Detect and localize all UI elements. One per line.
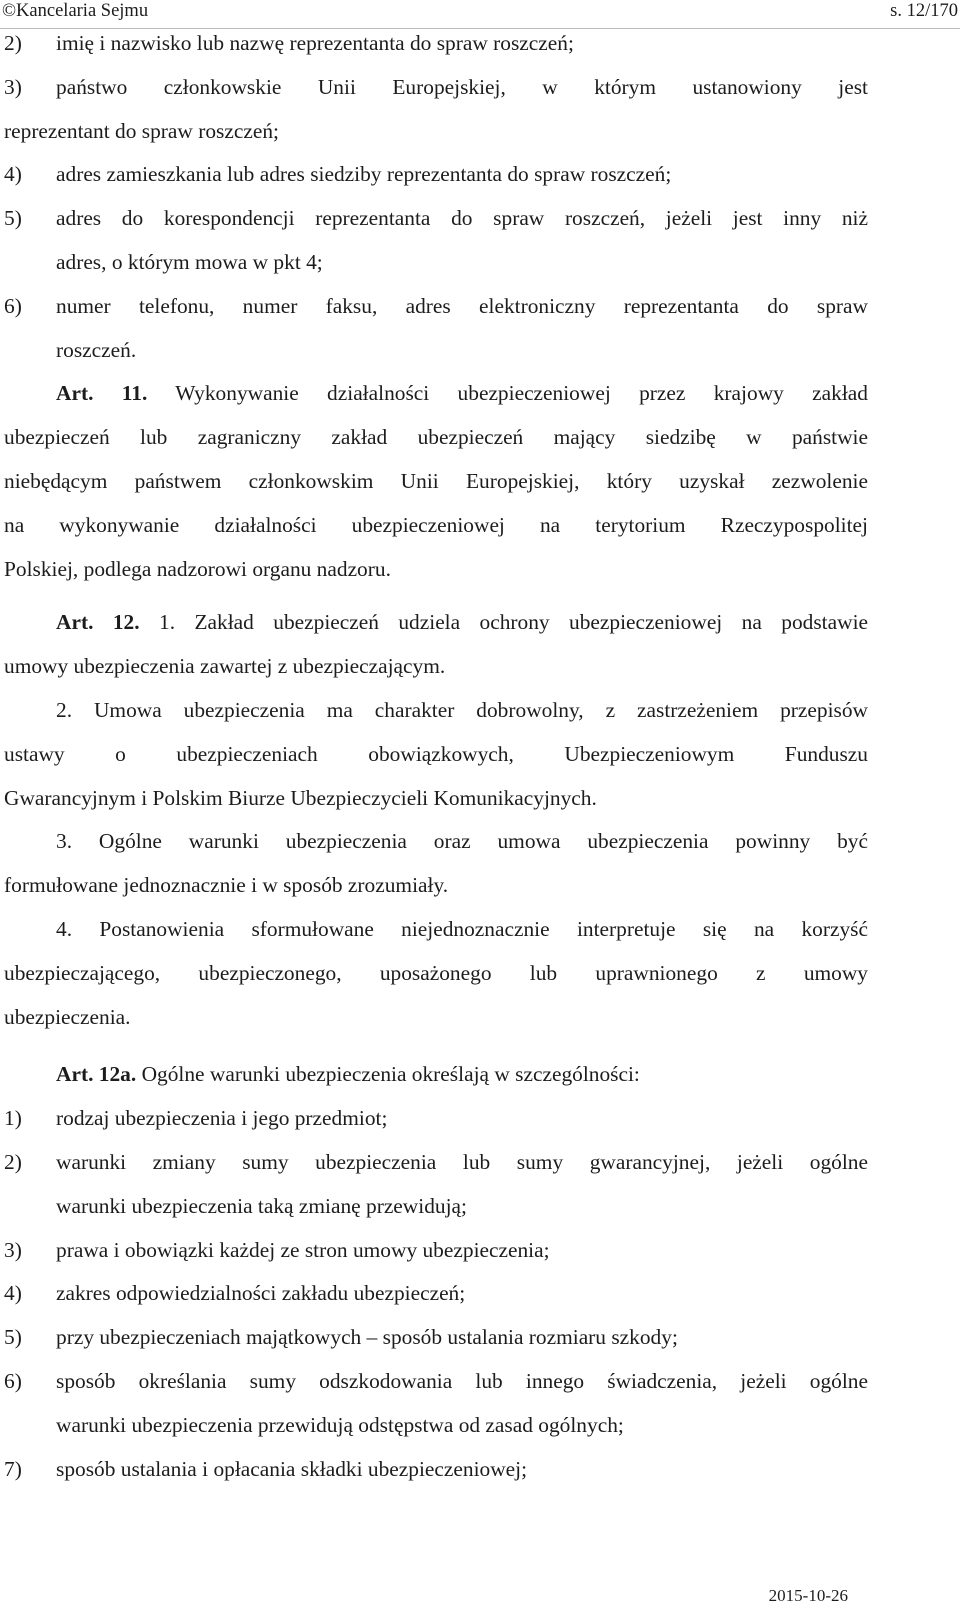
footer-date: 2015-10-26 <box>768 1586 848 1605</box>
list-item: 6) numer telefonu, numer faksu, adres elektroniczny reprezentanta do spraw <box>4 293 868 318</box>
list-item-continuation: warunki ubezpieczenia przewidują odstępstwa od zasad ogólnych; <box>56 1412 624 1437</box>
list-item: 2) warunki zmiany sumy ubezpieczenia lub sumy gwarancyjnej, jeżeli ogólne <box>4 1149 868 1174</box>
source-label: ©Kancelaria Sejmu <box>2 1 149 21</box>
article-label: Art. 11. <box>56 381 148 406</box>
list-item: 6) sposób określania sumy odszkodowania lub innego świadczenia, jeżeli ogólne <box>4 1368 868 1393</box>
document-body <box>4 22 868 1491</box>
paragraph-line: na wykonywanie działalności ubezpieczeniowej na terytorium Rzeczypospolitej <box>4 512 868 537</box>
paragraph-line: formułowane jednoznacznie i w sposób zrozumiały. <box>4 873 449 898</box>
list-item: 2) imię i nazwisko lub nazwę reprezentanta do spraw roszczeń; <box>4 31 574 55</box>
list-item-continuation: reprezentant do spraw roszczeń; <box>4 118 279 143</box>
paragraph-line: niebędącym państwem członkowskim Unii Europejskiej, który uzyskał zezwolenie <box>4 468 868 493</box>
paragraph-line: Gwarancyjnym i Polskim Biurze Ubezpieczycieli Komunikacyjnych. <box>4 785 597 810</box>
list-item-continuation: adres, o którym mowa w pkt 4; <box>56 249 323 274</box>
list-item: 4) adres zamieszkania lub adres siedziby reprezentanta do spraw roszczeń; <box>4 162 672 187</box>
paragraph-line: 3. Ogólne warunki ubezpieczenia oraz umowa ubezpieczenia powinny być <box>56 829 868 854</box>
paragraph-line: 2. Umowa ubezpieczenia ma charakter dobrowolny, z zastrzeżeniem przepisów <box>56 697 868 722</box>
article-12a: Art. 12a. Ogólne warunki ubezpieczenia określają w szczególności: <box>56 1062 640 1087</box>
page-number: s. 12/170 <box>890 1 958 21</box>
list-item: 1) rodzaj ubezpieczenia i jego przedmiot; <box>4 1106 388 1131</box>
paragraph-line: ubezpieczającego, ubezpieczonego, uposażonego lub uprawnionego z umowy <box>4 960 868 985</box>
list-item: 5) adres do korespondencji reprezentanta do spraw roszczeń, jeżeli jest inny niż <box>4 206 868 231</box>
paragraph-line: ubezpieczenia. <box>4 1004 131 1029</box>
list-item: 3) państwo członkowskie Unii Europejskiej, w którym ustanowiony jest <box>4 74 868 99</box>
paragraph-line: ubezpieczeń lub zagraniczny zakład ubezpieczeń mający siedzibę w państwie <box>4 425 868 450</box>
article-label: Art. 12. <box>56 610 140 635</box>
paragraph-line: ustawy o ubezpieczeniach obowiązkowych, Ubezpieczeniowym Funduszu <box>4 741 868 766</box>
article-12: Art. 12. 1. Zakład ubezpieczeń udziela ochrony ubezpieczeniowej na podstawie <box>56 610 868 635</box>
article-11: Art. 11. Wykonywanie działalności ubezpieczeniowej przez krajowy zakład <box>56 381 868 406</box>
paragraph-line: umowy ubezpieczenia zawartej z ubezpieczającym. <box>4 654 446 679</box>
paragraph-line: Polskiej, podlega nadzorowi organu nadzoru. <box>4 556 391 581</box>
list-item: 7) sposób ustalania i opłacania składki ubezpieczeniowej; <box>4 1456 528 1481</box>
paragraph-line: 4. Postanowienia sformułowane niejednoznacznie interpretuje się na korzyść <box>56 916 868 941</box>
article-label: Art. 12a. <box>56 1062 137 1087</box>
list-item: 3) prawa i obowiązki każdej ze stron umowy ubezpieczenia; <box>4 1237 550 1262</box>
list-item-continuation: warunki ubezpieczenia taką zmianę przewidują; <box>56 1193 467 1218</box>
list-item: 5) przy ubezpieczeniach majątkowych – sposób ustalania rozmiaru szkody; <box>4 1325 678 1350</box>
list-item: 4) zakres odpowiedzialności zakładu ubezpieczeń; <box>4 1281 466 1306</box>
list-item-continuation: roszczeń. <box>56 337 137 362</box>
